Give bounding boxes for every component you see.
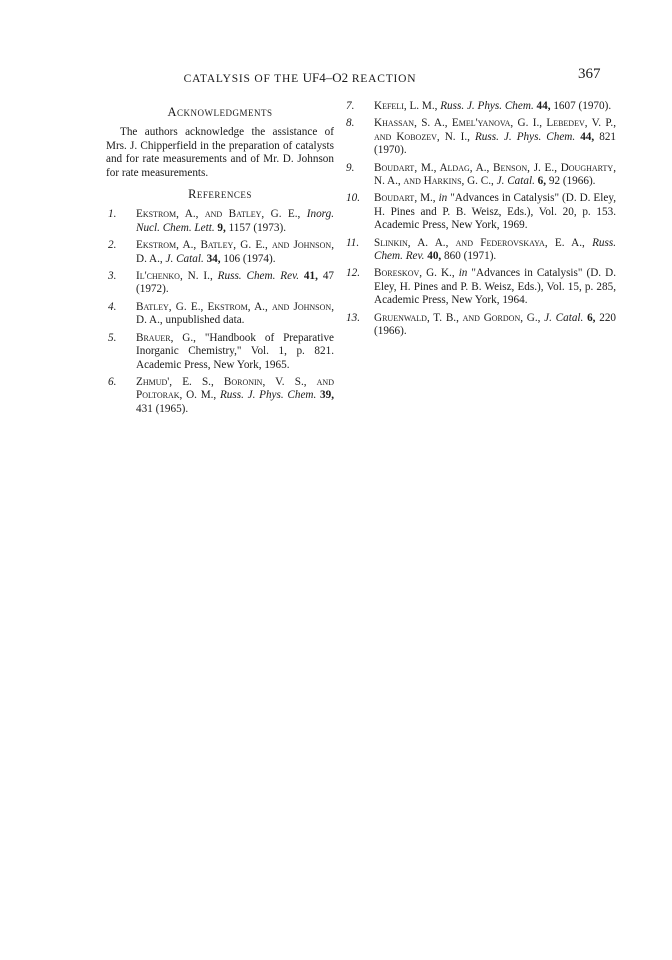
reference-part: 9, bbox=[214, 221, 226, 234]
reference-item bbox=[344, 192, 616, 232]
reference-text bbox=[136, 332, 334, 372]
reference-item bbox=[344, 100, 616, 113]
reference-part: 92 (1966). bbox=[546, 175, 596, 188]
reference-part: Kefeli, L. M., bbox=[374, 100, 438, 112]
reference-part: unpublished data. bbox=[162, 314, 245, 327]
reference-part: Batley, G. E., Ekstrom, A., and Johnson, D. A., bbox=[136, 300, 334, 327]
reference-part: 39, bbox=[316, 389, 334, 402]
reference-part: 860 (1971). bbox=[441, 250, 497, 263]
reference-part: 431 (1965). bbox=[136, 402, 189, 415]
reference-part: Russ. J. Phys. Chem. bbox=[216, 389, 317, 402]
reference-part: Boudart, M., Aldag, A., Benson, J. E., Dougharty, N. A., and Harkins, G. C., bbox=[374, 161, 616, 188]
reference-number: 8. bbox=[346, 117, 355, 130]
reference-text bbox=[374, 237, 616, 264]
reference-part: Boudart, M., bbox=[374, 192, 436, 205]
reference-number: 4. bbox=[108, 300, 117, 313]
reference-part: Il'chenko, N. I., bbox=[136, 270, 213, 283]
reference-number: 1. bbox=[108, 208, 117, 221]
reference-item bbox=[106, 270, 334, 297]
reference-item bbox=[106, 332, 334, 372]
reference-text bbox=[374, 117, 616, 157]
reference-part: Ekstrom, A., and Batley, G. E., bbox=[136, 208, 301, 221]
reference-part: Gruenwald, T. B., and Gordon, G., bbox=[374, 311, 541, 324]
reference-part: 1607 (1970). bbox=[550, 100, 612, 112]
reference-text bbox=[136, 270, 334, 297]
reference-part: "Handbook of Preparative Inorganic Chemistry," Vol. 1, p. 821. Academic Press, New York, 1965. bbox=[136, 331, 335, 371]
reference-part: 106 (1974). bbox=[220, 252, 276, 265]
reference-part: 821 (1970). bbox=[374, 130, 617, 157]
reference-number: 6. bbox=[108, 375, 117, 388]
reference-part: Brauer, G., bbox=[136, 331, 196, 344]
reference-part: 41, bbox=[299, 270, 318, 283]
reference-part: J. Catal. bbox=[493, 175, 535, 188]
reference-part: 6, bbox=[583, 311, 596, 324]
reference-part: Zhmud', E. S., Boronin, V. S., and Poltorak, O. M., bbox=[136, 375, 334, 402]
running-head-formula: UF4–O2 bbox=[302, 70, 349, 85]
reference-text bbox=[136, 376, 334, 416]
reference-part: Russ. J. Phys. Chem. bbox=[437, 100, 534, 112]
reference-part: J. Catal. bbox=[162, 252, 204, 265]
reference-item bbox=[344, 117, 616, 157]
reference-list-right bbox=[344, 100, 616, 339]
reference-part: 47 (1972). bbox=[136, 270, 335, 296]
reference-text bbox=[374, 162, 616, 189]
reference-number: 2. bbox=[108, 239, 117, 252]
reference-item bbox=[106, 376, 334, 416]
reference-number: 10. bbox=[346, 192, 360, 205]
reference-part: in bbox=[435, 192, 448, 205]
acknowledgments-heading: Acknowledgments bbox=[167, 105, 273, 119]
reference-part: 44, bbox=[533, 100, 551, 112]
reference-item bbox=[106, 239, 334, 266]
reference-text bbox=[136, 208, 334, 235]
reference-part: 34, bbox=[203, 252, 221, 265]
reference-item bbox=[344, 237, 616, 264]
running-head-pre: CATALYSIS OF THE bbox=[183, 73, 299, 85]
reference-text bbox=[374, 267, 616, 307]
reference-text bbox=[374, 312, 616, 339]
reference-number: 12. bbox=[346, 267, 360, 280]
reference-part: 6, bbox=[534, 175, 547, 188]
running-head-post: REACTION bbox=[351, 73, 417, 85]
reference-item bbox=[344, 162, 616, 189]
reference-item bbox=[344, 312, 616, 339]
reference-number: 7. bbox=[346, 100, 355, 112]
reference-part: "Advances in Catalysis" (D. D. Eley, H. Pines and P. B. Weisz, Eds.), Vol. 15, p. 285, Academic Press, New York, 1964. bbox=[374, 267, 616, 307]
reference-part: Khassan, S. A., Emel'yanova, G. I., Lebedev, V. P., and Kobozev, N. I., bbox=[374, 117, 616, 143]
reference-text bbox=[136, 301, 334, 328]
reference-part: 220 (1966). bbox=[374, 311, 617, 338]
reference-part: Boreskov, G. K., bbox=[374, 267, 455, 280]
page-number: 367 bbox=[578, 66, 601, 82]
reference-number: 9. bbox=[346, 161, 355, 174]
reference-text bbox=[136, 239, 334, 266]
reference-part: 1157 (1973). bbox=[225, 221, 286, 234]
right-column bbox=[344, 100, 616, 343]
reference-part: Russ. Chem. Rev. bbox=[212, 270, 300, 283]
references-heading: References bbox=[188, 187, 252, 202]
reference-number: 3. bbox=[108, 270, 117, 283]
reference-number: 13. bbox=[346, 311, 360, 324]
reference-part: Inorg. Nucl. Chem. Lett. bbox=[136, 208, 335, 234]
reference-part: Russ. Chem. Rev. bbox=[374, 236, 616, 263]
reference-part: Russ. J. Phys. Chem. bbox=[469, 130, 576, 143]
reference-part: J. Catal. bbox=[540, 311, 584, 324]
reference-item bbox=[106, 301, 334, 328]
reference-part: in bbox=[454, 267, 468, 280]
reference-text bbox=[374, 100, 616, 113]
running-head bbox=[0, 70, 600, 86]
reference-part: "Advances in Catalysis" (D. D. Eley, H. Pines and P. B. Weisz, Eds.), Vol. 20, p. 153. Academic Press, New York, 1969. bbox=[374, 192, 616, 232]
left-column bbox=[106, 100, 334, 420]
reference-number: 11. bbox=[346, 236, 360, 249]
reference-part: Slinkin, A. A., and Federovskaya, E. A., bbox=[374, 236, 585, 249]
reference-item bbox=[106, 208, 334, 235]
reference-part: 44, bbox=[575, 130, 595, 143]
acknowledgments-text: The authors acknowledge the assistance of Mrs. J. Chipperfield in the preparation of catalysts and for rate measurements and of Mr. D. Johnson for rate measurements. bbox=[106, 126, 334, 179]
reference-part: 40, bbox=[424, 250, 442, 263]
reference-item bbox=[344, 267, 616, 307]
reference-part: Ekstrom, A., Batley, G. E., and Johnson, D. A., bbox=[136, 239, 334, 265]
reference-list-left bbox=[106, 208, 334, 416]
reference-text bbox=[374, 192, 616, 232]
reference-number: 5. bbox=[108, 331, 117, 344]
